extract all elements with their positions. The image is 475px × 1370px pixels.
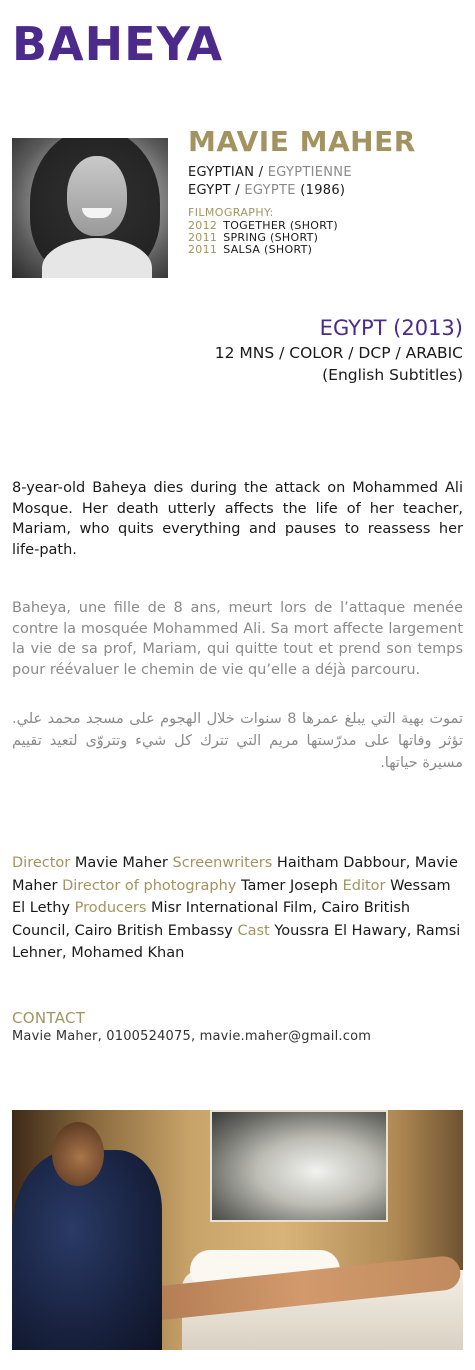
- film-subtitles: (English Subtitles): [322, 366, 463, 384]
- credit-cast: Youssra El Hawary, Ramsi Lehner, Mohamed Khan: [12, 922, 461, 961]
- director-country: [188, 182, 468, 200]
- credit-producers: Misr International Film, Cairo British Council, Cairo British Embassy: [12, 900, 411, 939]
- director-info: [188, 124, 468, 256]
- filmography-title: SALSA (SHORT): [223, 243, 313, 256]
- country-separator: /: [230, 183, 245, 198]
- credit-dop: Tamer Joseph: [236, 877, 343, 894]
- still-wall-poster: [210, 1110, 388, 1222]
- film-info: [63, 314, 463, 386]
- credit-role-editor: Editor: [342, 877, 386, 894]
- nationality-fr: EGYPTIENNE: [267, 165, 352, 180]
- film-still-image: [12, 1110, 463, 1350]
- credit-director: Mavie Maher: [70, 855, 173, 871]
- contact-details: Mavie Maher, 0100524075, mavie.maher@gmail.com: [12, 1029, 372, 1044]
- synopsis-french: Baheya, une fille de 8 ans, meurt lors de l’attaque menée contre la mosquée Mohammed Ali. Sa mort affecte largement la vie de sa prof, Mariam, qui quitte tout et prend son temps pour réévaluer le chemin de vie qu’elle a déjà parcouru.: [12, 600, 463, 678]
- credit-role-dop: Director of photography: [62, 877, 237, 894]
- credit-screenwriters: Haitham Dabbour, Mavie Maher: [12, 855, 458, 894]
- filmography-title: TOGETHER (SHORT): [223, 219, 338, 232]
- credit-editor: Wessam El Lethy: [12, 877, 451, 916]
- credit-role-cast: Cast: [237, 922, 270, 939]
- filmography-label: FILMOGRAPHY:: [188, 206, 274, 219]
- director-portrait-image: [12, 138, 168, 278]
- credit-role-director: Director: [12, 855, 71, 871]
- country-en: EGYPT: [188, 183, 231, 198]
- director-nationality: [188, 164, 468, 182]
- nationality-en: EGYPTIAN: [188, 165, 255, 180]
- country-fr: EGYPTE: [244, 183, 296, 198]
- birth-year: (1986): [295, 183, 346, 198]
- film-title: BAHEYA: [12, 17, 224, 71]
- filmography-item: [188, 244, 468, 256]
- filmography-title: SPRING (SHORT): [223, 231, 319, 244]
- director-name: MAVIE MAHER: [188, 125, 416, 158]
- filmography-year: 2011: [188, 231, 218, 244]
- credit-role-producers: Producers: [74, 900, 147, 916]
- contact-label: CONTACT: [12, 1009, 86, 1027]
- credits: [12, 852, 463, 965]
- synopsis-arabic: تموت بهية التي يبلغ عمرها 8 سنوات خلال الهجوم على مسجد محمد علي. تؤثر وفاتها على مدرّستها مريم التي تترك كل شيء وتتروّى لتعيد تقييم مسيرة حياتها.: [12, 711, 463, 771]
- film-specs: 12 MNS / COLOR / DCP / ARABIC: [214, 344, 463, 362]
- film-country-year: EGYPT (2013): [319, 316, 463, 340]
- credit-role-screenwriters: Screenwriters: [172, 855, 273, 871]
- portrait-face: [67, 156, 127, 236]
- nationality-separator: /: [254, 165, 268, 180]
- still-head: [52, 1122, 104, 1186]
- synopsis-english: 8-year-old Baheya dies during the attack on Mohammed Ali Mosque. Her death utterly affects the life of her teacher, Mariam, who quits everything and pauses to reassess her life-path.: [12, 480, 463, 558]
- filmography-year: 2011: [188, 243, 218, 256]
- filmography-year: 2012: [188, 219, 218, 232]
